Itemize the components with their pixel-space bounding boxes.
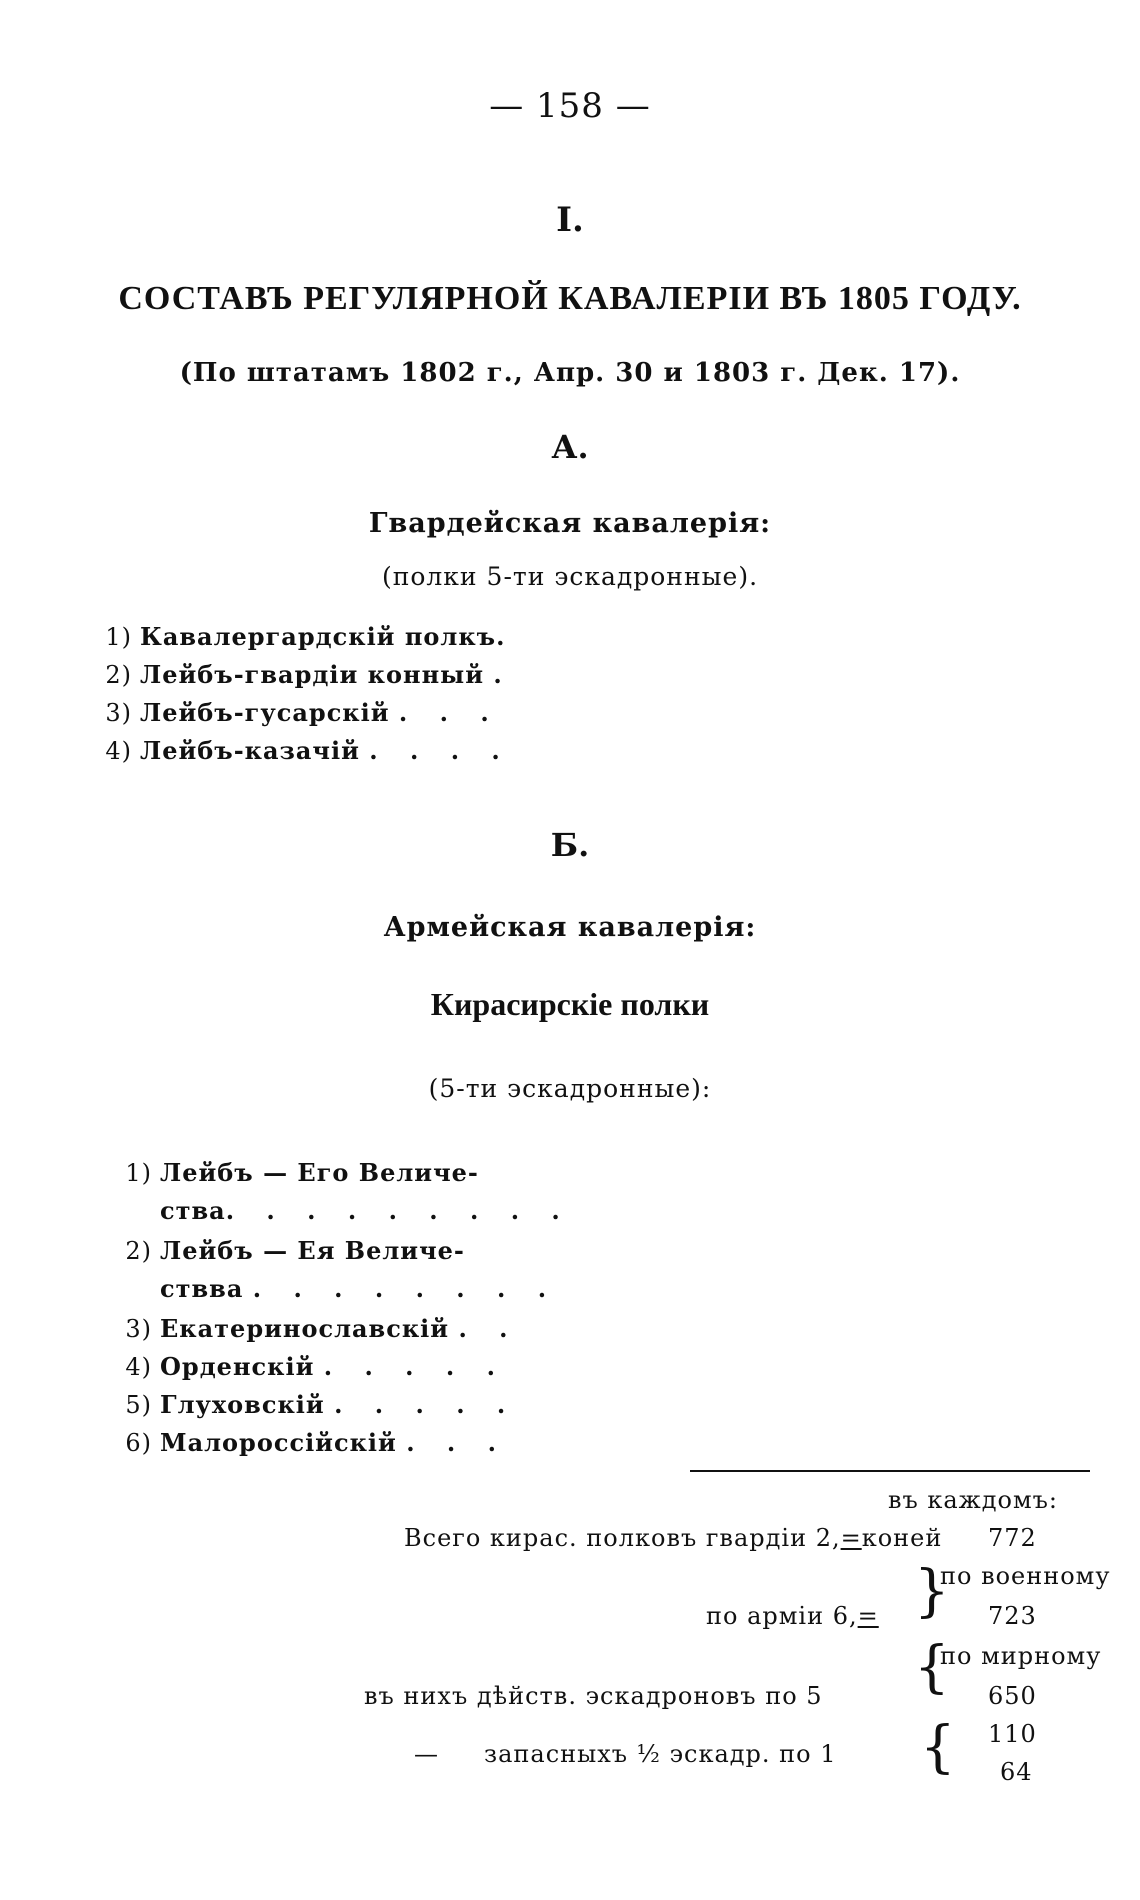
page-subtitle: (По штатамъ 1802 г., Апр. 30 и 1803 г. Дек. 17). (179, 358, 961, 388)
leader-dots: . . . . . (323, 1352, 507, 1381)
list-item (90, 698, 501, 727)
list-item-number: 5) (125, 1391, 152, 1419)
list-item (110, 1314, 520, 1343)
list-item-continuation (160, 1196, 572, 1225)
list-item-label: Лейбъ-казачій (140, 736, 360, 765)
leader-dots: . . . (398, 698, 501, 727)
list-item-label: ства (160, 1196, 226, 1225)
list-item-label: ствва (160, 1274, 244, 1303)
army-cavalry-heading: Армейская кавалерія: (383, 912, 757, 943)
list-item-label: Лейбъ-гусарскій (140, 698, 390, 727)
leader-dots: . . . (406, 1428, 508, 1457)
guard-regiments-label: Всего кирас. полковъ гвардіи 2, (404, 1524, 841, 1552)
reserve-war-value: 110 (988, 1720, 1037, 1748)
leader-dots: . . . . . . . . (252, 1274, 559, 1303)
summary-army-line (706, 1602, 879, 1630)
list-item-label: Лейбъ — Его Величе- (160, 1158, 479, 1187)
list-item (110, 1352, 507, 1381)
guard-cavalry-heading: Гвардейская кавалерія: (368, 508, 772, 539)
brace-peace: { (914, 1635, 950, 1700)
leader-dots: . . (458, 1314, 520, 1343)
list-item (110, 1236, 465, 1265)
list-item (110, 1428, 508, 1457)
cuirassier-note: (5-ти эскадронные): (428, 1074, 712, 1103)
list-item-label: Орденскій (160, 1352, 315, 1381)
equals-sign: = (840, 1524, 862, 1552)
brace-reserve: { (920, 1715, 956, 1780)
horses-unit: коней (861, 1524, 943, 1552)
equals-sign: = (857, 1602, 879, 1630)
army-regiments-label: по арміи 6, (706, 1602, 858, 1630)
list-item-label: Глуховскій (160, 1390, 325, 1419)
list-item-number: 2) (105, 661, 132, 689)
reserve-squadrons-label: запасныхъ ½ эскадр. по 1 (484, 1740, 837, 1768)
leader-dots: . . . . . (334, 1390, 518, 1419)
list-item (110, 1158, 479, 1187)
war-label: по военному (940, 1562, 1111, 1590)
list-item-number: 1) (125, 1159, 152, 1187)
list-item (90, 622, 505, 651)
guard-cavalry-note: (полки 5-ти эскадронные). (381, 562, 759, 591)
cuirassier-heading: Кирасирскіе полки (430, 986, 710, 1022)
reserve-peace-value: 64 (1000, 1758, 1033, 1786)
peace-label: по мирному (940, 1642, 1102, 1670)
list-item (110, 1390, 517, 1419)
brace-war: } (914, 1559, 950, 1624)
list-item-continuation (160, 1274, 558, 1303)
guard-horses-value: 772 (988, 1524, 1037, 1552)
list-item-label: Екатеринославскій (160, 1314, 450, 1343)
list-item-label: Малороссійскій (160, 1428, 397, 1457)
summary-guard-line (404, 1524, 942, 1552)
list-item-number: 2) (125, 1237, 152, 1265)
leader-dots: . (493, 660, 514, 689)
list-item (90, 660, 514, 689)
list-item-number: 3) (105, 699, 132, 727)
leader-dots: . . . . (369, 736, 512, 765)
active-squadrons-label: въ нихъ дѣйств. эскадроновъ по 5 (364, 1682, 823, 1710)
section-b-letter: Б. (550, 826, 590, 864)
list-item (90, 736, 512, 765)
summary-header: въ каждомъ: (887, 1486, 1058, 1514)
war-value: 723 (988, 1602, 1037, 1630)
page-title: СОСТАВЪ РЕГУЛЯРНОЙ КАВАЛЕРІИ ВЪ 1805 ГОДУ. (118, 280, 1022, 317)
section-roman-numeral: I. (556, 200, 584, 240)
list-item-number: 6) (125, 1429, 152, 1457)
reserve-dash: — (414, 1740, 439, 1768)
summary-divider (690, 1470, 1090, 1472)
list-item-label: Лейбъ — Ея Величе- (160, 1236, 465, 1265)
page-number: — 158 — (489, 86, 651, 126)
list-item-label: Кавалергардскій полкъ. (140, 622, 506, 651)
list-item-number: 1) (105, 623, 132, 651)
list-item-number: 3) (125, 1315, 152, 1343)
list-item-number: 4) (105, 737, 132, 765)
list-item-number: 4) (125, 1353, 152, 1381)
section-a-letter: А. (551, 428, 589, 466)
list-item-label: Лейбъ-гвардіи конный (140, 660, 484, 689)
peace-value: 650 (988, 1682, 1037, 1710)
leader-dots: . . . . . . . . . (225, 1196, 572, 1225)
